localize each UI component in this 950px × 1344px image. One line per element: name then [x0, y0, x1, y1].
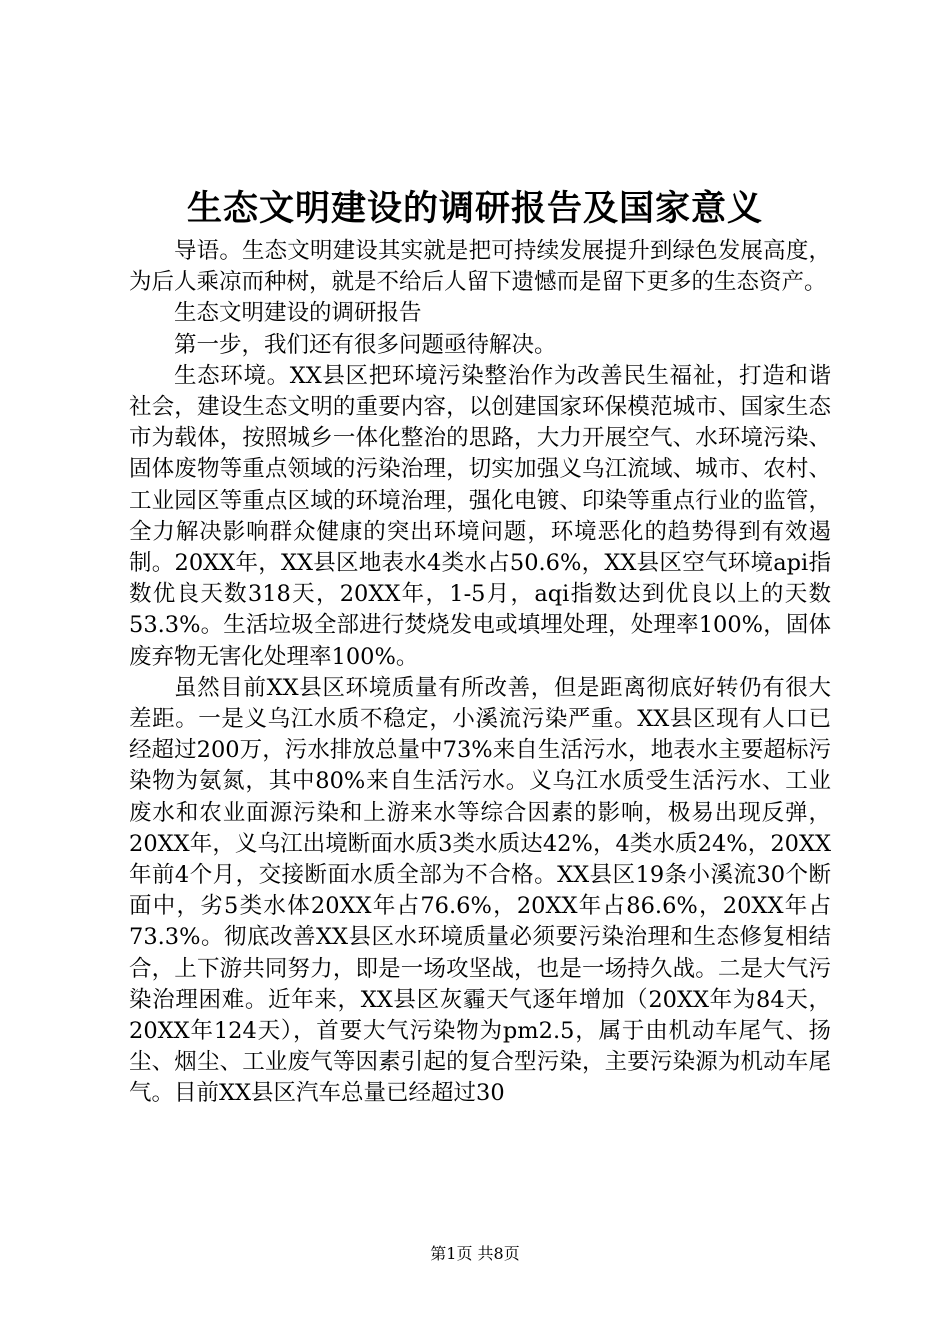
- document-body: [129, 236, 831, 1110]
- paragraph-ecology: 生态环境。XX县区把环境污染整治作为改善民生福祉，打造和谐社会，建设生态文明的重要内容，以创建国家环保模范城市、国家生态市为载体，按照城乡一体化整治的思路，大力开展空气、水环境污染、固体废物等重点领域的污染治理，切实加强义乌江流域、城市、农村、工业园区等重点区域的环境治理，强化电镀、印染等重点行业的监管，全力解决影响群众健康的突出环境问题，环境恶化的趋势得到有效遏制。20XX年，XX县区地表水4类水占50.6%，XX县区空气环境api指数优良天数318天，20XX年，1-5月，aqi指数达到优良以上的天数53.3%。生活垃圾全部进行焚烧发电或填埋处理，处理率100%，固体废弃物无害化处理率100%。: [129, 362, 831, 670]
- document-title: 生态文明建设的调研报告及国家意义: [186, 188, 763, 229]
- paragraph-problems: 虽然目前XX县区环境质量有所改善，但是距离彻底好转仍有很大差距。一是义乌江水质不稳定，小溪流污染严重。XX县区现有人口已经超过200万，污水排放总量中73%来自生活污水，地表水主要超标污染物为氨氮，其中80%来自生活污水。义乌江水质受生活污水、工业废水和农业面源污染和上游来水等综合因素的影响，极易出现反弹，20XX年，义乌江出境断面水质3类水质达42%，4类水质24%，20XX年前4个月，交接断面水质全部为不合格。XX县区19条小溪流30个断面中，劣5类水体20XX年占76.6%，20XX年占86.6%，20XX年占73.3%。彻底改善XX县区水环境质量必须要污染治理和生态修复相结合，上下游共同努力，即是一场攻坚战，也是一场持久战。二是大气污染治理困难。近年来，XX县区灰霾天气逐年增加（20XX年为84天，20XX年124天），首要大气污染物为pm2.5，属于由机动车尾气、扬尘、烟尘、工业废气等因素引起的复合型污染，主要污染源为机动车尾气。目前XX县区汽车总量已经超过30: [129, 674, 831, 1107]
- page-footer: 第1页 共8页: [430, 1244, 520, 1263]
- paragraph-intro: 导语。生态文明建设其实就是把可持续发展提升到绿色发展高度，为后人乘凉而种树，就是不给后人留下遗憾而是留下更多的生态资产。: [129, 238, 831, 296]
- paragraph-first-step: 第一步，我们还有很多问题亟待解决。: [174, 331, 557, 358]
- paragraph-report-heading: 生态文明建设的调研报告: [174, 300, 422, 327]
